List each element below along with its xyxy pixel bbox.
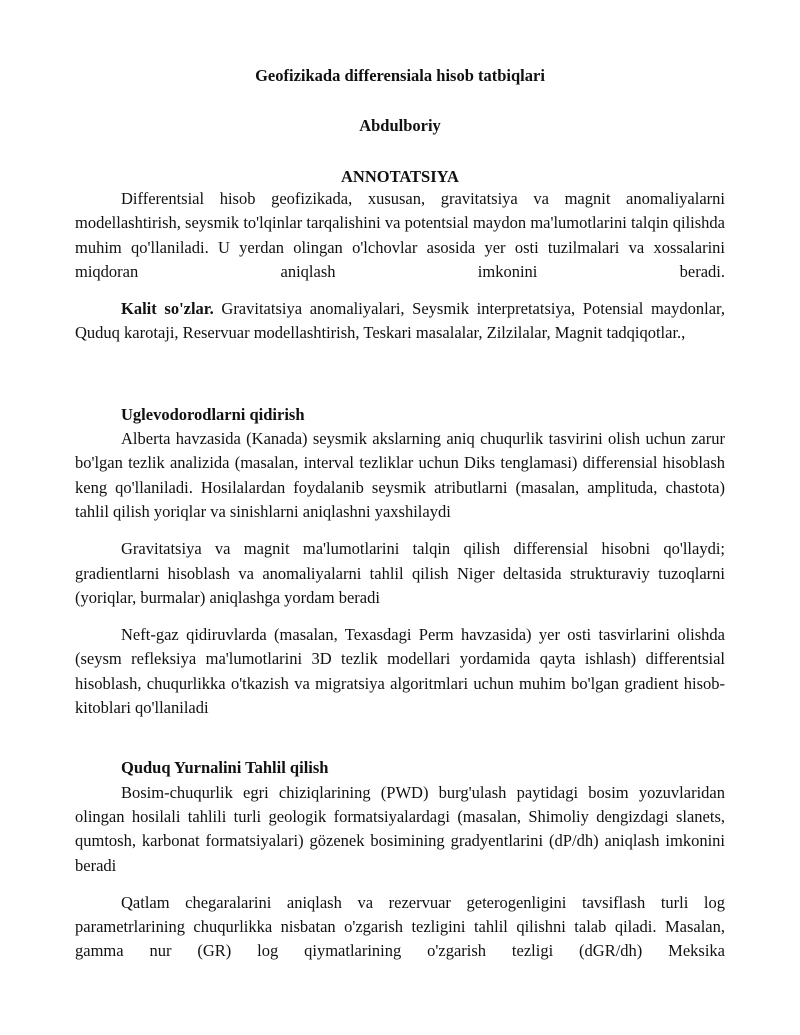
paragraph: Qatlam chegaralarini aniqlash va rezervuar geterogenligini tavsiflash turli log parametrlarining chuqurlikka nisbatan o'zgarish tezligini tahlil qilishni talab qiladi. Masalan, gamma nur (GR) log qiymatlarining o'zgarish tezligi (dGR/dh) Meksika (75, 892, 725, 961)
document-title: Geofizikada differensiala hisob tatbiqlari (255, 66, 545, 85)
paragraph: Alberta havzasida (Kanada) seysmik akslarning aniq chuqurlik tasvirini olish uchun zarur bo'lgan tezlik analizida (masalan, interval tezliklar uchun Diks tenglamasi) differensial hisoblash keng qo'llaniladi. Hosilalardan foydalanib seysmik atributlarni (masalan, amplituda, chastota) tahlil qilish yoriqlar va sinishlarni aniqlashni yaxshilaydi (75, 429, 725, 521)
paragraph: Gravitatsiya va magnit ma'lumotlarini talqin qilish differensial hisobni qo'llaydi; gradientlarni hisoblash va anomaliyalarni tahlil qilish Niger deltasida strukturaviy tuzoqlarni (yoriqlar, burmalar) aniqlashga yordam beradi (75, 539, 725, 607)
paragraph: Neft-gaz qidiruvlarda (masalan, Texasdagi Perm havzasida) yer osti tasvirlarini olishda (seysm refleksiya ma'lumotlarini 3D tezlik modellari yordamida qayta ishlash) differentsial hisoblash, chuqurlikka o'tkazish va migratsiya algoritmlari uchun muhim bo'lgan gradient hisob-kitoblari qo'llaniladi (75, 625, 725, 718)
paragraph: Bosim-chuqurlik egri chiziqlarining (PWD) burg'ulash paytidagi bosim yozuvlaridan olingan hosilali tahlili turli geologik formatsiyalardagi (masalan, Shimoliy dengizdagi slanets, qumtosh, karbonat formatsiyalari) gözenek bosimining gradyentlarini (dP/dh) aniqlash imkonini beradi (75, 782, 725, 875)
section-heading-well-log: Quduq Yurnalini Tahlil qilish (121, 758, 329, 778)
annotation-text: Differentsial hisob geofizikada, xususan, gravitatsiya va magnit anomaliyalarni modellashtirish, seysmik to'lqinlar tarqalishini va potentsial maydon ma'lumotlarini talqin qilishda muhim qo'llaniladi. U yerdan olingan o'lchovlar asosida yer osti tuzilmalari va xossalarini miqdoran aniqlash imkonini beradi. (75, 189, 725, 281)
author-name: Abdulboriy (359, 116, 441, 135)
section-heading-hydrocarbon: Uglevodorodlarni qidirish (121, 404, 305, 424)
keywords-label: Kalit so'zlar. (121, 299, 214, 319)
keywords-text: Gravitatsiya anomaliyalari, Seysmik interpretatsiya, Potensial maydonlar, Quduq karotaji, Reservuar modellashtirish, Teskari masalalar, Zilzilalar, Magnit tadqiqotlar., (75, 299, 725, 343)
keywords-paragraph (75, 297, 725, 346)
annotation-heading: ANNOTATSIYA (341, 167, 459, 186)
document-page (75, 58, 725, 964)
